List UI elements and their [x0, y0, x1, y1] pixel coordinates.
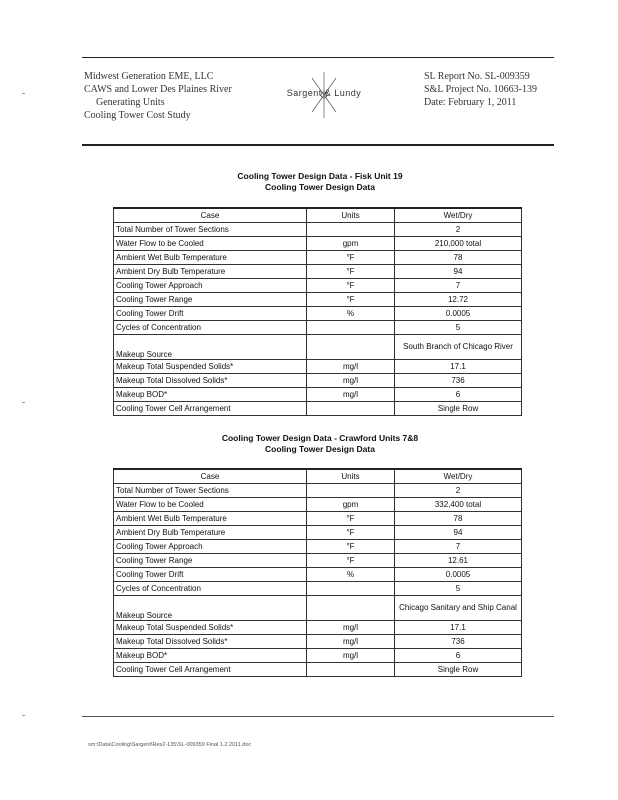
table-row — [114, 251, 522, 265]
sargent-lundy-logo — [266, 70, 382, 122]
table-row — [114, 388, 522, 402]
row-value: 332,400 total — [395, 498, 522, 512]
table-row — [114, 596, 522, 621]
row-value: 78 — [395, 251, 522, 265]
row-case: Cycles of Concentration — [114, 321, 307, 335]
row-units: °F — [307, 526, 395, 540]
column-header-wet-dry: Wet/Dry — [395, 469, 522, 484]
row-units — [307, 402, 395, 416]
row-case: Makeup Total Dissolved Solids* — [114, 374, 307, 388]
table-row — [114, 335, 522, 360]
row-units: °F — [307, 293, 395, 307]
row-case: Cooling Tower Approach — [114, 279, 307, 293]
footer-rule — [82, 716, 554, 717]
table-row — [114, 635, 522, 649]
row-value: 5 — [395, 582, 522, 596]
table-row — [114, 526, 522, 540]
row-case: Cooling Tower Approach — [114, 540, 307, 554]
row-units: °F — [307, 279, 395, 293]
row-units: gpm — [307, 237, 395, 251]
table-row — [114, 360, 522, 374]
table-row — [114, 307, 522, 321]
row-case: Cooling Tower Drift — [114, 307, 307, 321]
row-case: Makeup BOD* — [114, 649, 307, 663]
row-case: Ambient Dry Bulb Temperature — [114, 265, 307, 279]
client-name: Midwest Generation EME, LLC — [84, 71, 214, 82]
row-value: 7 — [395, 279, 522, 293]
row-case: Cooling Tower Cell Arrangement — [114, 402, 307, 416]
row-value: 210,000 total — [395, 237, 522, 251]
table-row — [114, 621, 522, 635]
row-units: mg/l — [307, 621, 395, 635]
row-units — [307, 663, 395, 677]
row-units: mg/l — [307, 360, 395, 374]
logo-text: Sargent & Lundy — [286, 88, 362, 98]
fisk-design-data-table — [113, 207, 522, 416]
table-row — [114, 498, 522, 512]
study-title: Cooling Tower Cost Study — [84, 110, 191, 121]
header-top-rule — [82, 57, 554, 58]
row-units: mg/l — [307, 635, 395, 649]
table-row — [114, 293, 522, 307]
row-case: Makeup Total Suspended Solids* — [114, 360, 307, 374]
project-name-line-1: CAWS and Lower Des Plaines River — [84, 84, 232, 95]
row-units: mg/l — [307, 388, 395, 402]
row-value: 6 — [395, 649, 522, 663]
section-2-subtitle: Cooling Tower Design Data — [265, 444, 375, 454]
row-case: Cooling Tower Range — [114, 293, 307, 307]
row-case: Makeup Source — [114, 596, 307, 621]
row-case: Cooling Tower Cell Arrangement — [114, 663, 307, 677]
table-row — [114, 663, 522, 677]
row-value: Single Row — [395, 402, 522, 416]
row-value: 17.1 — [395, 360, 522, 374]
row-value: 12.72 — [395, 293, 522, 307]
table-row — [114, 512, 522, 526]
row-case: Total Number of Tower Sections — [114, 223, 307, 237]
project-name-line-2: Generating Units — [96, 97, 165, 108]
row-value: 736 — [395, 374, 522, 388]
table-row — [114, 582, 522, 596]
row-units — [307, 223, 395, 237]
table-row — [114, 402, 522, 416]
row-units — [307, 335, 395, 360]
row-value: 0.0005 — [395, 568, 522, 582]
row-case: Ambient Wet Bulb Temperature — [114, 512, 307, 526]
report-date: Date: February 1, 2011 — [424, 97, 517, 108]
row-value: 7 — [395, 540, 522, 554]
row-units: mg/l — [307, 649, 395, 663]
table-row — [114, 223, 522, 237]
header-right-block — [424, 70, 537, 109]
row-value: 78 — [395, 512, 522, 526]
footer-file-path: sm:\Data\Cooling\Sargent\Res2-135\SL-009359 Final 1.2.2011.doc — [88, 742, 252, 748]
row-units: gpm — [307, 498, 395, 512]
row-value: South Branch of Chicago River — [395, 335, 522, 360]
row-case: Makeup Source — [114, 335, 307, 360]
section-1-title: Cooling Tower Design Data - Fisk Unit 19 — [237, 171, 403, 181]
table-row — [114, 279, 522, 293]
table-row — [114, 237, 522, 251]
row-case: Cooling Tower Range — [114, 554, 307, 568]
row-case: Ambient Wet Bulb Temperature — [114, 251, 307, 265]
row-units: % — [307, 568, 395, 582]
row-case: Ambient Dry Bulb Temperature — [114, 526, 307, 540]
row-units — [307, 582, 395, 596]
column-header-case: Case — [114, 208, 307, 223]
table-row — [114, 540, 522, 554]
row-units: °F — [307, 554, 395, 568]
row-units: mg/l — [307, 374, 395, 388]
row-value: Single Row — [395, 663, 522, 677]
table-row — [114, 568, 522, 582]
table-row — [114, 321, 522, 335]
row-units: °F — [307, 251, 395, 265]
column-header-units: Units — [307, 208, 395, 223]
scan-speck — [22, 402, 25, 403]
row-case: Cycles of Concentration — [114, 582, 307, 596]
row-case: Makeup BOD* — [114, 388, 307, 402]
header-bottom-rule — [82, 144, 554, 146]
row-value: 17.1 — [395, 621, 522, 635]
row-case: Total Number of Tower Sections — [114, 484, 307, 498]
scan-speck — [22, 715, 25, 716]
report-number: SL Report No. SL-009359 — [424, 71, 530, 82]
scan-speck — [22, 93, 25, 94]
row-units: °F — [307, 512, 395, 526]
row-case: Water Flow to be Cooled — [114, 498, 307, 512]
table-row — [114, 374, 522, 388]
project-number: S&L Project No. 10663-139 — [424, 84, 537, 95]
row-value: 6 — [395, 388, 522, 402]
row-units — [307, 596, 395, 621]
row-units: °F — [307, 265, 395, 279]
section-2-title: Cooling Tower Design Data - Crawford Units 7&8 — [221, 433, 419, 443]
column-header-case: Case — [114, 469, 307, 484]
row-units: °F — [307, 540, 395, 554]
crawford-design-data-table — [113, 468, 522, 677]
row-value: 2 — [395, 223, 522, 237]
table-row — [114, 649, 522, 663]
section-1-subtitle: Cooling Tower Design Data — [265, 182, 375, 192]
row-value: Chicago Sanitary and Ship Canal — [395, 596, 522, 621]
row-value: 5 — [395, 321, 522, 335]
row-units — [307, 321, 395, 335]
column-header-wet-dry: Wet/Dry — [395, 208, 522, 223]
row-value: 0.0005 — [395, 307, 522, 321]
row-value: 94 — [395, 265, 522, 279]
row-units: % — [307, 307, 395, 321]
row-case: Makeup Total Dissolved Solids* — [114, 635, 307, 649]
column-header-units: Units — [307, 469, 395, 484]
row-case: Cooling Tower Drift — [114, 568, 307, 582]
row-value: 94 — [395, 526, 522, 540]
row-value: 2 — [395, 484, 522, 498]
row-value: 736 — [395, 635, 522, 649]
row-case: Makeup Total Suspended Solids* — [114, 621, 307, 635]
row-units — [307, 484, 395, 498]
header-left-block — [84, 70, 232, 122]
row-value: 12.61 — [395, 554, 522, 568]
table-header-row — [114, 469, 522, 484]
table-row — [114, 554, 522, 568]
table-header-row — [114, 208, 522, 223]
table-row — [114, 484, 522, 498]
table-row — [114, 265, 522, 279]
row-case: Water Flow to be Cooled — [114, 237, 307, 251]
